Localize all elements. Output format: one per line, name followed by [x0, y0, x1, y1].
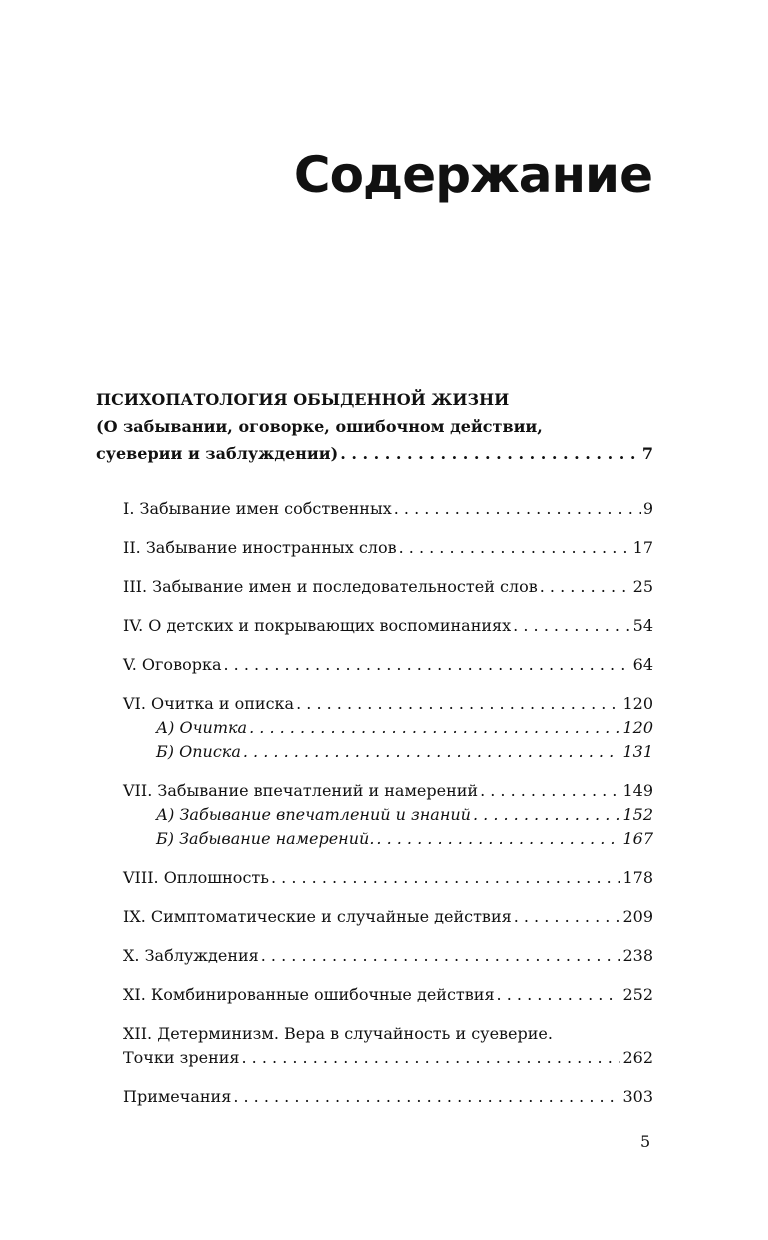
page-number: 64	[632, 655, 653, 674]
toc-row	[123, 653, 653, 677]
toc-row	[123, 692, 653, 716]
section-entry[interactable]	[96, 440, 653, 467]
table-of-contents	[96, 386, 653, 1124]
toc-row	[123, 497, 653, 521]
entry-label: суеверии и заблуждении)	[96, 444, 339, 463]
entry-label: Точки зрения	[123, 1048, 240, 1067]
page-number: 120	[622, 718, 653, 737]
chapter-entry[interactable]	[123, 1085, 653, 1109]
page-number: 120	[622, 694, 653, 713]
dot-leader	[497, 983, 621, 1007]
subentry-label: А) Очитка	[156, 718, 248, 737]
page-number: 178	[622, 868, 653, 887]
section-heading: ПСИХОПАТОЛОГИЯ ОБЫДЕННОЙ ЖИЗНИ	[96, 390, 510, 409]
chapter-entry[interactable]	[123, 905, 653, 929]
toc-row	[123, 866, 653, 890]
subentry-row[interactable]	[123, 827, 653, 851]
chapter-entry[interactable]	[123, 866, 653, 890]
dot-leader	[399, 536, 631, 560]
page-number: 209	[622, 907, 653, 926]
page-number: 252	[622, 985, 653, 1004]
toc-row	[123, 983, 653, 1007]
page-number: 25	[632, 577, 653, 596]
toc-row	[123, 536, 653, 560]
chapter-entry[interactable]	[123, 1022, 653, 1070]
toc-row	[123, 944, 653, 968]
page-number: 7	[641, 444, 653, 463]
entry-label: X. Заблуждения	[123, 946, 259, 965]
page-number: 17	[632, 538, 653, 557]
entry-label: V. Оговорка	[123, 655, 222, 674]
toc-row	[123, 575, 653, 599]
dot-leader	[271, 866, 620, 890]
dot-leader	[514, 905, 621, 929]
chapter-list	[96, 497, 653, 1109]
chapter-entry[interactable]	[123, 614, 653, 638]
page-number: 9	[642, 499, 653, 518]
dot-leader	[480, 779, 620, 803]
subentry-row[interactable]	[123, 740, 653, 764]
subentry-label: Б) Описка	[156, 742, 241, 761]
toc-row	[123, 1046, 653, 1070]
dot-leader	[513, 614, 630, 638]
entry-label: IV. О детских и покрывающих воспоминаниях	[123, 616, 512, 635]
page-number: 303	[622, 1087, 653, 1106]
dot-leader	[473, 803, 620, 827]
dot-leader	[261, 944, 621, 968]
entry-label: Примечания	[123, 1087, 232, 1106]
entry-label: VII. Забывание впечатлений и намерений	[123, 781, 479, 800]
chapter-entry[interactable]	[123, 692, 653, 764]
page-number: 262	[622, 1048, 653, 1067]
entry-label: I. Забывание имен собственных	[123, 499, 392, 518]
page-folio: 5	[640, 1132, 651, 1151]
page-number: 238	[622, 946, 653, 965]
toc-row	[123, 1085, 653, 1109]
subentry-row[interactable]	[123, 716, 653, 740]
section-subtitle-line: (О забывании, оговорке, ошибочном действии,	[96, 417, 543, 436]
page-number: 131	[622, 742, 653, 761]
dot-leader	[376, 827, 620, 851]
entry-label: VI. Очитка и описка	[123, 694, 295, 713]
toc-row	[123, 905, 653, 929]
entry-label: III. Забывание имен и последовательностей слов	[123, 577, 538, 596]
toc-row	[123, 779, 653, 803]
chapter-entry[interactable]	[123, 536, 653, 560]
chapter-entry[interactable]	[123, 944, 653, 968]
subentry-row[interactable]	[123, 803, 653, 827]
dot-leader	[340, 440, 640, 467]
entry-label: IX. Симптоматические и случайные действия	[123, 907, 512, 926]
dot-leader	[242, 1046, 621, 1070]
page-title: Содержание	[293, 146, 652, 204]
dot-leader	[223, 653, 630, 677]
dot-leader	[249, 716, 620, 740]
toc-row	[123, 614, 653, 638]
dot-leader	[394, 497, 641, 521]
dot-leader	[243, 740, 621, 764]
dot-leader	[233, 1085, 620, 1109]
page-number: 152	[622, 805, 653, 824]
page-number: 149	[622, 781, 653, 800]
page-number: 54	[632, 616, 653, 635]
entry-label: II. Забывание иностранных слов	[123, 538, 397, 557]
page-number: 167	[622, 829, 653, 848]
subentry-label: Б) Забывание намерений.	[156, 829, 375, 848]
entry-label: VIII. Оплошность	[123, 868, 269, 887]
chapter-entry[interactable]	[123, 653, 653, 677]
dot-leader	[296, 692, 620, 716]
dot-leader	[540, 575, 631, 599]
entry-label-line: XII. Детерминизм. Вера в случайность и суеверие.	[123, 1024, 553, 1043]
subentry-label: А) Забывание впечатлений и знаний	[156, 805, 471, 824]
chapter-entry[interactable]	[123, 779, 653, 851]
chapter-entry[interactable]	[123, 575, 653, 599]
entry-label: XI. Комбинированные ошибочные действия	[123, 985, 495, 1004]
chapter-entry[interactable]	[123, 497, 653, 521]
chapter-entry[interactable]	[123, 983, 653, 1007]
